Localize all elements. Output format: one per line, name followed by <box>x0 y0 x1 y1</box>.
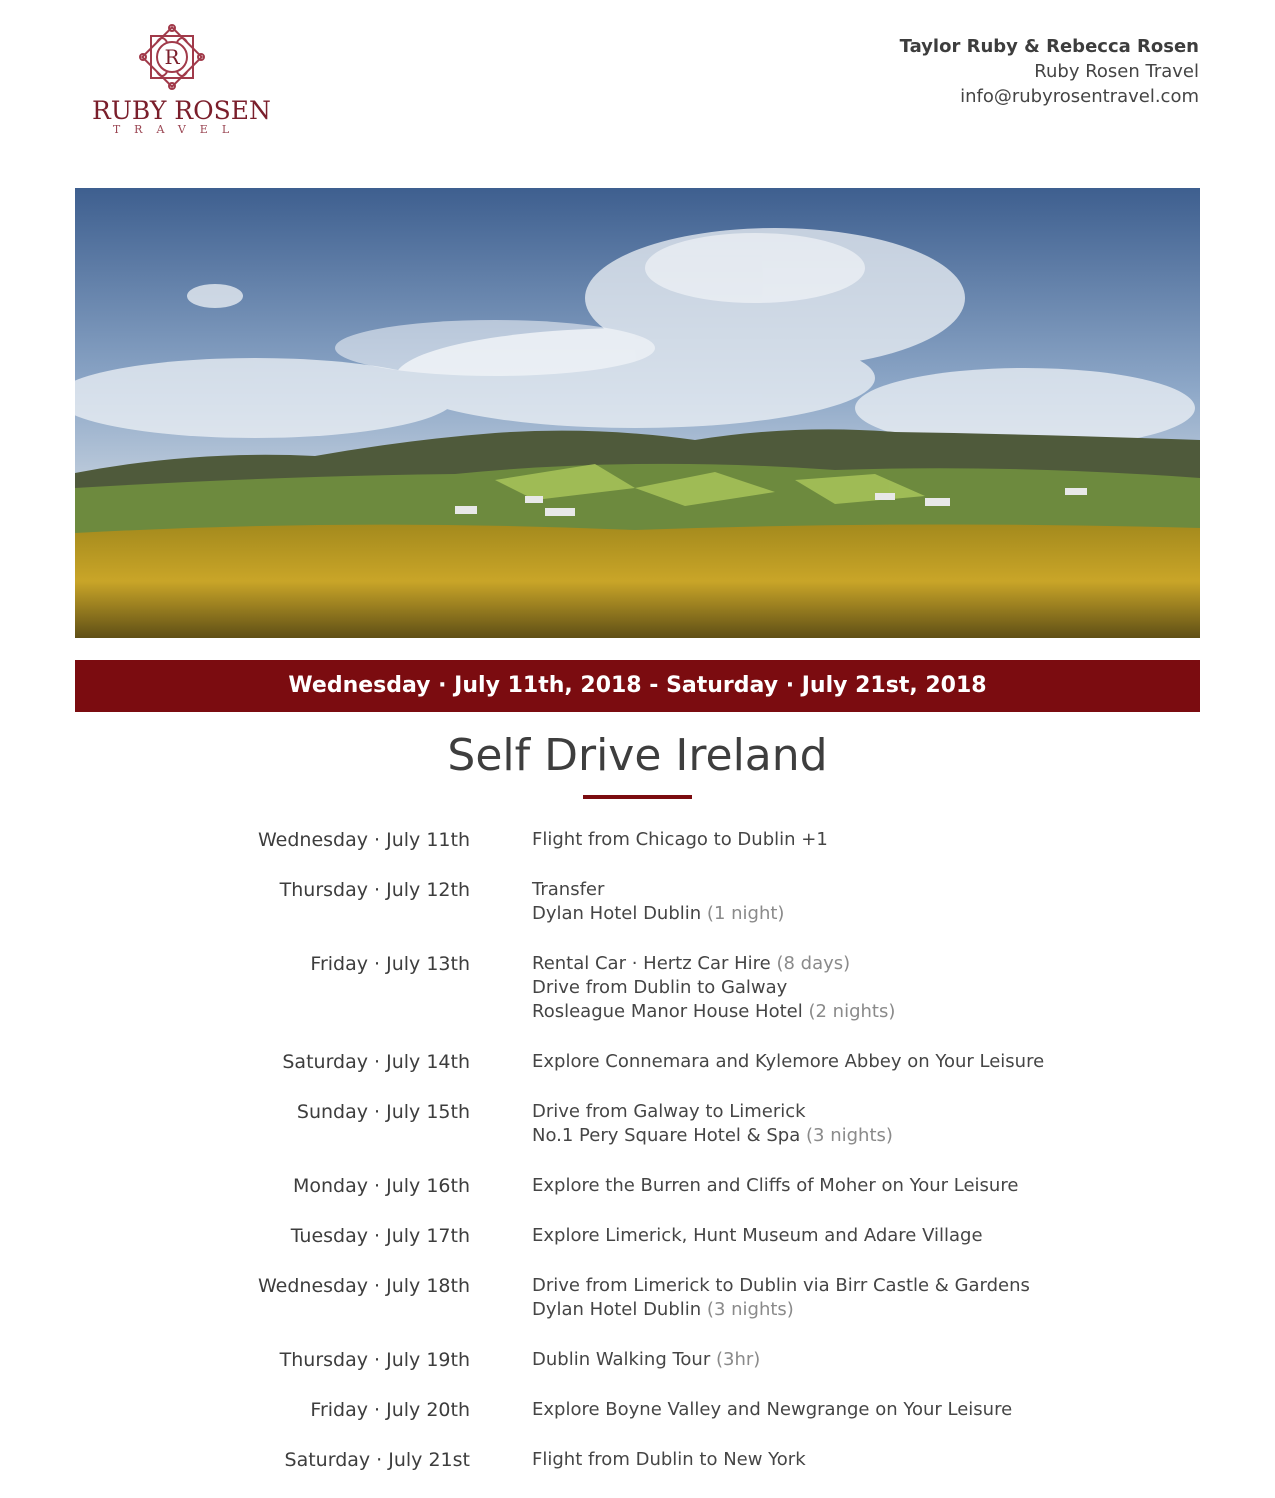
itinerary-line-note: (8 days) <box>776 953 851 974</box>
page-title: Self Drive Ireland <box>447 730 828 781</box>
itinerary-line <box>532 1348 760 1372</box>
itinerary-line <box>532 1000 895 1024</box>
itinerary-details <box>532 1398 1012 1422</box>
itinerary-row <box>0 1448 1275 1472</box>
itinerary-line-text: Flight from Dublin to New York <box>532 1449 806 1470</box>
itinerary-line <box>532 952 895 976</box>
contact-block <box>900 34 1199 109</box>
logo-subtitle: TRAVEL <box>112 123 244 136</box>
itinerary-line <box>532 1100 893 1124</box>
itinerary-line-note: (3 nights) <box>806 1125 893 1146</box>
itinerary-row <box>0 1050 1275 1074</box>
itinerary-details <box>532 1448 806 1472</box>
itinerary-line <box>532 1050 1044 1074</box>
itinerary-day: Tuesday · July 17th <box>290 1225 470 1247</box>
itinerary-day: Thursday · July 12th <box>279 879 470 901</box>
itinerary-day: Wednesday · July 11th <box>258 829 470 851</box>
itinerary-row <box>0 1224 1275 1248</box>
company-logo <box>92 22 271 136</box>
itinerary-line <box>532 1398 1012 1422</box>
contact-names: Taylor Ruby & Rebecca Rosen <box>899 36 1199 57</box>
itinerary-line <box>532 1298 1030 1322</box>
contact-email: info@rubyrosentravel.com <box>960 86 1199 107</box>
itinerary-day: Saturday · July 14th <box>282 1051 470 1073</box>
itinerary-row <box>0 1274 1275 1322</box>
title-underline <box>583 795 692 799</box>
itinerary-day: Friday · July 13th <box>310 953 470 975</box>
itinerary-row <box>0 828 1275 852</box>
itinerary-line <box>532 1274 1030 1298</box>
itinerary-line <box>532 878 784 902</box>
itinerary-line-text: Drive from Galway to Limerick <box>532 1101 806 1122</box>
itinerary-line-text: Dylan Hotel Dublin <box>532 1299 702 1320</box>
itinerary-row <box>0 878 1275 926</box>
itinerary-details <box>532 878 784 926</box>
itinerary-line-text: Drive from Dublin to Galway <box>532 977 788 998</box>
itinerary-line <box>532 1224 983 1248</box>
itinerary-line <box>532 1174 1018 1198</box>
itinerary-line-text: Explore the Burren and Cliffs of Moher on Your Leisure <box>532 1175 1019 1196</box>
itinerary-details <box>532 1348 760 1372</box>
logo-monogram: R <box>164 45 180 69</box>
itinerary-details <box>532 952 895 1024</box>
contact-company: Ruby Rosen Travel <box>1034 61 1199 82</box>
itinerary-line-note: (3hr) <box>715 1349 761 1370</box>
itinerary-line <box>532 976 895 1000</box>
itinerary-row <box>0 1100 1275 1148</box>
itinerary-line-text: Flight from Chicago to Dublin +1 <box>532 829 828 850</box>
hero-landscape-image <box>75 188 1200 638</box>
itinerary-details <box>532 1050 1044 1074</box>
itinerary-line-text: Dublin Walking Tour <box>532 1349 711 1370</box>
itinerary-day: Thursday · July 19th <box>279 1349 470 1371</box>
itinerary-line-text: No.1 Pery Square Hotel & Spa <box>532 1125 801 1146</box>
itinerary-list <box>0 828 1275 1498</box>
itinerary-details <box>532 1100 893 1148</box>
itinerary-day: Sunday · July 15th <box>296 1101 470 1123</box>
itinerary-day: Wednesday · July 18th <box>258 1275 470 1297</box>
itinerary-line-note: (3 nights) <box>706 1299 794 1320</box>
itinerary-line <box>532 828 828 852</box>
itinerary-line <box>532 1448 806 1472</box>
itinerary-details <box>532 1224 983 1248</box>
itinerary-line-note: (2 nights) <box>808 1001 896 1022</box>
itinerary-details <box>532 828 828 852</box>
itinerary-day: Saturday · July 21st <box>284 1449 470 1471</box>
trip-dates-banner: Wednesday · July 11th, 2018 - Saturday · July 21st, 2018 <box>75 660 1200 712</box>
rose-emblem-icon <box>137 22 207 92</box>
itinerary-line-text: Rental Car · Hertz Car Hire <box>532 953 771 974</box>
itinerary-line <box>532 1124 893 1148</box>
itinerary-row <box>0 1348 1275 1372</box>
itinerary-row <box>0 952 1275 1024</box>
itinerary-day: Monday · July 16th <box>292 1175 470 1197</box>
itinerary-line <box>532 902 784 926</box>
itinerary-line-note: (1 night) <box>706 903 785 924</box>
itinerary-line-text: Explore Connemara and Kylemore Abbey on Your Leisure <box>532 1051 1045 1072</box>
itinerary-line-text: Transfer <box>532 879 605 900</box>
itinerary-day: Friday · July 20th <box>310 1399 470 1421</box>
itinerary-line-text: Dylan Hotel Dublin <box>532 903 702 924</box>
itinerary-row <box>0 1398 1275 1422</box>
itinerary-details <box>532 1274 1030 1322</box>
itinerary-line-text: Drive from Limerick to Dublin via Birr Castle & Gardens <box>532 1275 1030 1296</box>
itinerary-line-text: Explore Boyne Valley and Newgrange on Your Leisure <box>532 1399 1013 1420</box>
itinerary-line-text: Rosleague Manor House Hotel <box>532 1001 803 1022</box>
itinerary-row <box>0 1174 1275 1198</box>
itinerary-line-text: Explore Limerick, Hunt Museum and Adare Village <box>532 1225 983 1246</box>
logo-name: RUBY ROSEN <box>92 96 271 125</box>
itinerary-details <box>532 1174 1018 1198</box>
landscape-illustration <box>75 188 1200 638</box>
